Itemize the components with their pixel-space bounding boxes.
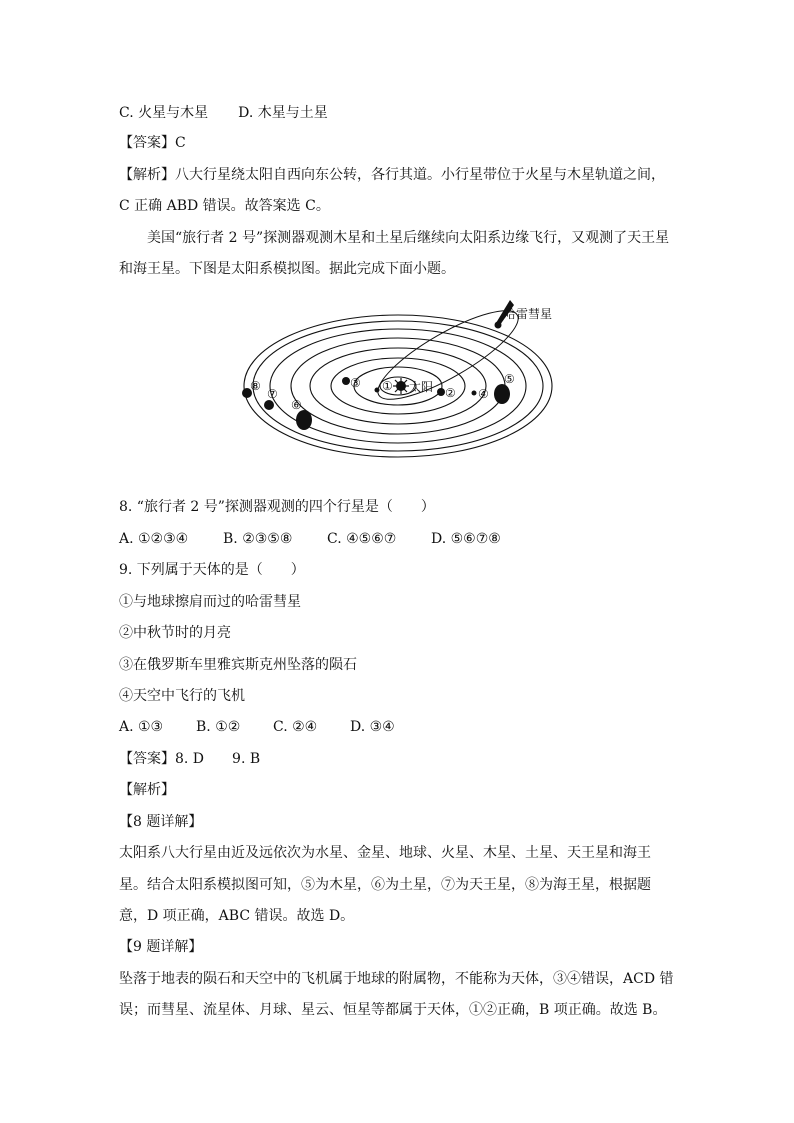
answer-1 [119, 133, 186, 153]
planet-label-6: ⑥ [291, 398, 302, 412]
planet-7 [264, 400, 274, 410]
planet-6 [296, 410, 312, 430]
answer-tag: 【答案】 [119, 751, 175, 767]
analysis-2-tag: 【解析】 [119, 782, 175, 798]
q8-option-b: B. ②③⑤⑧ [223, 531, 293, 547]
answer-2 [119, 749, 260, 769]
q9-options [119, 717, 395, 737]
planet-label-8: ⑧ [250, 379, 261, 393]
q9-stem: 9. 下列属于天体的是（ ） [119, 562, 305, 578]
sun-icon [393, 378, 409, 394]
detail-9-tag: 【9 题详解】 [119, 939, 203, 955]
q9-option-c: C. ②④ [273, 719, 318, 735]
solar-system-diagram [238, 293, 558, 458]
planet-label-1: ① [382, 379, 393, 393]
q9-item-4: ④天空中飞行的飞机 [119, 688, 245, 704]
planet-5 [494, 384, 510, 404]
planet-label-7: ⑦ [267, 387, 278, 401]
planet-4 [472, 391, 477, 396]
intro-line-2: 和海王星。下图是太阳系模拟图。据此完成下面小题。 [119, 261, 455, 277]
q9-item-1: ①与地球擦肩而过的哈雷彗星 [119, 594, 301, 610]
answer-tag: 【答案】 [119, 135, 175, 151]
q9-item-2: ②中秋节时的月亮 [119, 625, 231, 641]
sun-label: 太阳 [409, 380, 434, 394]
option-c: C. 火星与木星 [119, 105, 209, 121]
detail-9-line-2: 误；而彗星、流星体、月球、星云、恒星等都属于天体，①②正确，B 项正确。故选 B。 [119, 1002, 667, 1018]
analysis-1-line-2: C 正确 ABD 错误。故答案选 C。 [119, 198, 330, 214]
planet-label-5: ⑤ [504, 372, 515, 386]
planet-3 [342, 377, 350, 385]
comet-head [495, 322, 502, 329]
q8-option-d: D. ⑤⑥⑦⑧ [431, 531, 501, 547]
prev-question-options [119, 103, 328, 123]
q9-option-b: B. ①② [196, 719, 241, 735]
intro-line-1: 美国“旅行者 2 号”探测器观测木星和土星后继续向太阳系边缘飞行，又观测了天王星 [147, 230, 670, 246]
planet-label-2: ② [445, 386, 456, 400]
q8-options [119, 529, 501, 549]
q8-stem: 8. “旅行者 2 号”探测器观测的四个行星是（ ） [119, 499, 435, 515]
detail-8-tag: 【8 题详解】 [119, 814, 203, 830]
q8-option-c: C. ④⑤⑥⑦ [327, 531, 397, 547]
planet-label-3: ③ [350, 376, 361, 390]
analysis-1-line-1: 【解析】八大行星绕太阳自西向东公转，各行其道。小行星带位于火星与木星轨道之间， [119, 167, 665, 183]
comet-label: 哈雷彗星 [504, 307, 553, 321]
detail-8-line-1: 太阳系八大行星由近及远依次为水星、金星、地球、火星、木星、土星、天王星和海王 [119, 845, 651, 861]
answer-value: C [175, 135, 186, 151]
answer-value: 8. D 9. B [175, 751, 261, 767]
planet-1 [375, 388, 380, 393]
q9-option-a: A. ①③ [119, 719, 164, 735]
planet-2 [437, 388, 445, 396]
planet-label-4: ④ [478, 387, 489, 401]
detail-8-line-2: 星。结合太阳系模拟图可知，⑤为木星，⑥为土星，⑦为天王星，⑧为海王星，根据题 [119, 877, 651, 893]
q8-option-a: A. ①②③④ [119, 531, 189, 547]
detail-9-line-1: 坠落于地表的陨石和天空中的飞机属于地球的附属物，不能称为天体，③④错误，ACD 错 [119, 971, 674, 987]
detail-8-line-3: 意，D 项正确，ABC 错误。故选 D。 [119, 908, 355, 924]
q9-item-3: ③在俄罗斯车里雅宾斯克州坠落的陨石 [119, 657, 357, 673]
q9-option-d: D. ③④ [350, 719, 395, 735]
option-d: D. 木星与土星 [238, 105, 328, 121]
